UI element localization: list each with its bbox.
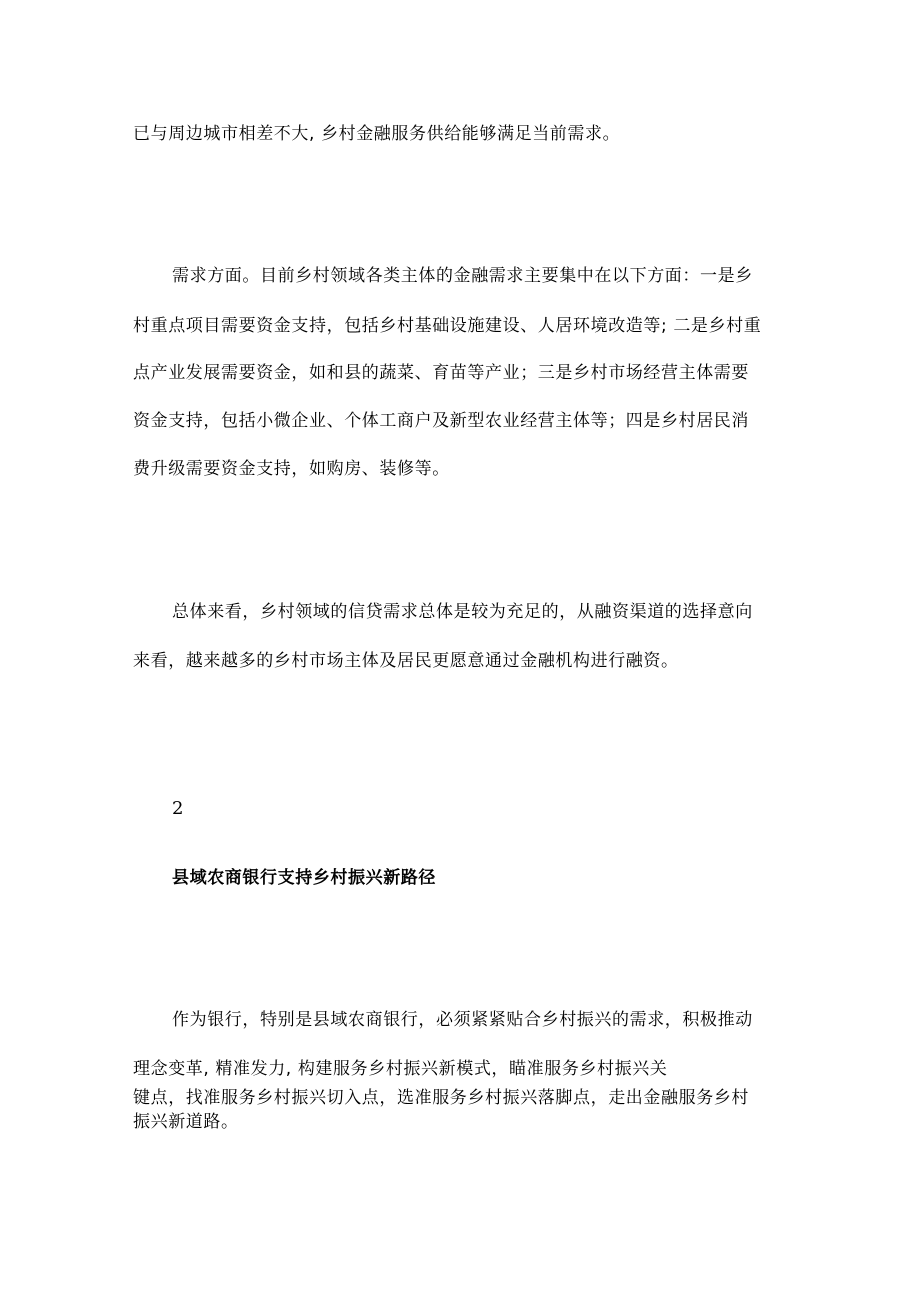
paragraph-1-line-1: 已与周边城市相差不大, 乡村金融服务供给能够满足当前需求。	[133, 124, 621, 144]
paragraph-2-line-3: 点产业发展需要资金，如和县的蔬菜、育苗等产业；三是乡村市场经营主体需要	[133, 363, 749, 383]
paragraph-4-line-3: 键点，找准服务乡村振兴切入点，选准服务乡村振兴落脚点，走出金融服务乡村	[133, 1088, 749, 1108]
paragraph-4-line-2: 理念变革, 精准发力, 构建服务乡村振兴新模式，瞄准服务乡村振兴关	[133, 1059, 668, 1079]
section-number: 2	[172, 798, 185, 819]
section-title: 县域农商银行支持乡村振兴新路径	[172, 868, 436, 888]
paragraph-2-line-2: 村重点项目需要资金支持，包括乡村基础设施建设、人居环境改造等; 二是乡村重	[133, 316, 762, 336]
paragraph-3-line-1: 总体来看，乡村领域的信贷需求总体是较为充足的，从融资渠道的选择意向	[172, 602, 753, 622]
paragraph-2-line-5: 费升级需要资金支持，如购房、装修等。	[133, 459, 450, 479]
paragraph-2-line-4: 资金支持，包括小微企业、个体工商户及新型农业经营主体等；四是乡村居民消	[133, 411, 749, 431]
paragraph-3-line-2: 来看，越来越多的乡村市场主体及居民更愿意通过金融机构进行融资。	[133, 651, 679, 671]
paragraph-4-line-4: 振兴新道路。	[133, 1112, 239, 1132]
paragraph-2-line-1: 需求方面。目前乡村领域各类主体的金融需求主要集中在以下方面：一是乡	[172, 266, 753, 286]
paragraph-4-line-1: 作为银行，特别是县域农商银行，必须紧紧贴合乡村振兴的需求，积极推动	[172, 1010, 753, 1030]
